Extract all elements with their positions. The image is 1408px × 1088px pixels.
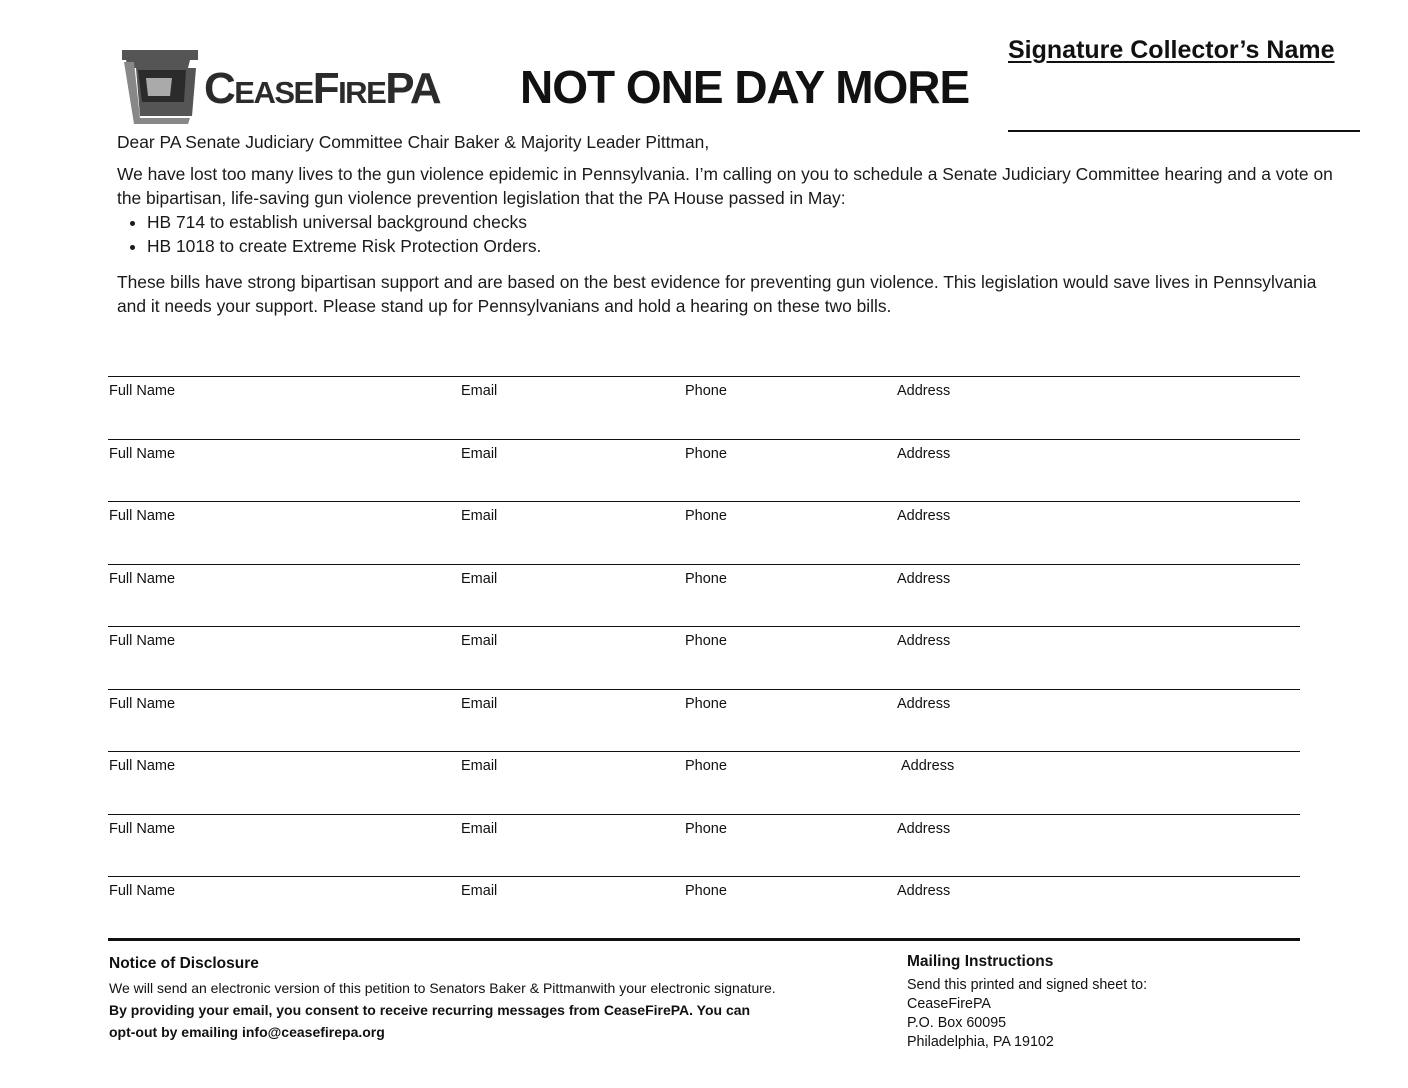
signature-row[interactable] [108,689,1300,752]
address-label: Address [901,758,955,774]
phone-label: Phone [685,570,727,587]
mailing-org: CeaseFirePA [907,996,991,1012]
full-name-label: Full Name [109,570,176,587]
ceasefirepa-logo [120,48,490,124]
address-label: Address [897,820,951,837]
full-name-label: Full Name [109,820,176,837]
email-label: Email [461,570,498,587]
address-label: Address [897,383,951,399]
phone-label: Phone [685,445,727,462]
email-label: Email [461,820,498,837]
address-label: Address [897,570,951,587]
signature-table [108,376,1300,939]
email-label: Email [461,695,498,712]
letter-paragraph-2: These bills have strong bipartisan support and are based on the best evidence for preventing gun violence. This legislation would save lives in Pennsylvania and it needs your support. Please stand up for Pennsylvanians and hold a hearing on these two bills. [117,272,1317,316]
full-name-label: Full Name [109,883,176,899]
mailing-po-box: P.O. Box 60095 [907,1015,1007,1031]
signature-row[interactable] [108,626,1300,689]
bill-item: • HB 1018 to create Extreme Risk Protection Orders. [147,234,1337,258]
phone-label: Phone [685,383,727,399]
email-label: Email [461,883,498,899]
notice-heading: Notice of Disclosure [109,955,259,972]
email-label: Email [461,445,498,462]
phone-label: Phone [685,758,727,774]
letter-greeting: Dear PA Senate Judiciary Committee Chair Baker & Majority Leader Pittman, [117,132,710,152]
signature-row[interactable] [108,751,1300,814]
notice-of-disclosure [109,953,869,1043]
table-bottom-divider [108,938,1300,941]
letter-paragraph-1: We have lost too many lives to the gun violence epidemic in Pennsylvania. I’m calling on you to schedule a Senate Judiciary Committee hearing and a vote on the bipartisan, life-saving gun violence prevention legislation that the PA House passed in May: [117,164,1333,208]
signature-row[interactable] [108,376,1300,439]
email-label: Email [461,633,498,649]
email-label: Email [461,383,498,399]
phone-label: Phone [685,695,727,712]
bill-list [117,210,1337,258]
phone-label: Phone [685,820,727,837]
notice-consent-line: By providing your email, you consent to receive recurring messages from CeaseFirePA. You can [109,1002,751,1018]
email-label: Email [461,758,498,774]
mailing-intro: Send this printed and signed sheet to: [907,977,1148,993]
mailing-city: Philadelphia, PA 19102 [907,1034,1054,1050]
notice-optout-line: opt-out by emailing info@ceasefirepa.org [109,1024,385,1040]
signature-row[interactable] [108,814,1300,877]
full-name-label: Full Name [109,758,176,774]
full-name-label: Full Name [109,695,176,712]
bill-item: • HB 714 to establish universal background checks [147,210,1337,234]
keystone-logo-icon [120,48,200,124]
full-name-label: Full Name [109,508,176,524]
page-headline: NOT ONE DAY MORE [520,61,970,113]
address-label: Address [897,445,951,462]
petition-letter [117,130,1337,318]
phone-label: Phone [685,633,727,649]
notice-line-1: We will send an electronic version of this petition to Senators Baker & Pittmanwith your electronic signature. [109,980,776,996]
mailing-heading: Mailing Instructions [907,953,1054,970]
address-label: Address [897,695,951,712]
mailing-instructions [907,952,1267,1052]
signature-collector-label: Signature Collector’s Name [1008,36,1335,64]
address-label: Address [897,508,951,524]
signature-row[interactable] [108,876,1300,939]
phone-label: Phone [685,508,727,524]
phone-label: Phone [685,883,727,899]
address-label: Address [897,633,951,649]
full-name-label: Full Name [109,383,176,399]
full-name-label: Full Name [109,445,176,462]
signature-row[interactable] [108,501,1300,564]
email-label: Email [461,508,498,524]
full-name-label: Full Name [109,633,176,649]
logo-wordmark: CeaseFirePA [204,64,441,113]
address-label: Address [897,883,951,899]
signature-row[interactable] [108,439,1300,502]
signature-row[interactable] [108,564,1300,627]
